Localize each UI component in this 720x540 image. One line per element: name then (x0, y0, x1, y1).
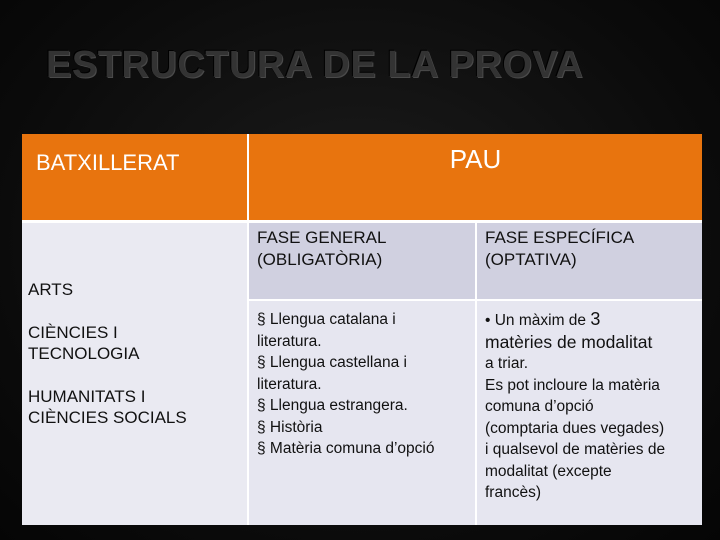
detail-line: comuna d’opció (485, 398, 594, 415)
fase-general-subtitle: (OBLIGATÒRIA) (257, 250, 383, 269)
modality-line: TECNOLOGIA (28, 344, 140, 363)
fase-especifica-title: FASE ESPECÍFICA (485, 228, 635, 247)
modality-ciencies-tecnologia (28, 322, 239, 364)
detail-line: modalitat (excepte (485, 462, 612, 480)
fase-especifica-subtitle: (OPTATIVA) (485, 250, 577, 269)
subject-line: literatura. (257, 375, 322, 393)
fase-general-subjects (248, 300, 476, 525)
header-batxillerat: BATXILLERAT (22, 134, 248, 222)
fase-especifica-heading (476, 222, 702, 301)
fase-general-title: FASE GENERAL (257, 228, 387, 247)
detail-line: a triar. (485, 355, 529, 372)
max-number: 3 (590, 309, 601, 329)
detail-line: i qualsevol de matèries de (485, 441, 666, 458)
header-pau: PAU (248, 134, 702, 222)
detail-line: Es pot incloure la matèria (485, 376, 660, 394)
slide-title: ESTRUCTURA DE LA PROVA (46, 44, 584, 86)
subject-line: § Llengua estrangera. (257, 397, 408, 414)
modality-arts (28, 279, 239, 300)
max-prefix: • Un màxim de (485, 312, 587, 329)
batxillerat-modalities (22, 222, 248, 526)
subject-line: § Llengua catalana i (257, 311, 396, 328)
subject-line: § Matèria comuna d’opció (257, 440, 435, 457)
subject-line: § Història (257, 418, 323, 436)
modality-line: CIÈNCIES I (28, 323, 118, 342)
fase-especifica-details (476, 300, 702, 525)
modalitat-emphasis: matèries de modalitat (485, 331, 653, 352)
subject-line: literatura. (257, 332, 322, 350)
modality-line: ARTS (28, 280, 74, 299)
modality-line: HUMANITATS I (28, 387, 146, 406)
max-subjects-line (485, 309, 696, 332)
detail-line: francès) (485, 484, 541, 501)
detail-line: (comptaria dues vegades) (485, 419, 665, 437)
fase-general-heading (248, 222, 476, 301)
structure-table (22, 134, 702, 525)
modality-line: CIÈNCIES SOCIALS (28, 408, 187, 427)
modality-humanitats-socials (28, 386, 239, 428)
subject-line: § Llengua castellana i (257, 354, 407, 371)
